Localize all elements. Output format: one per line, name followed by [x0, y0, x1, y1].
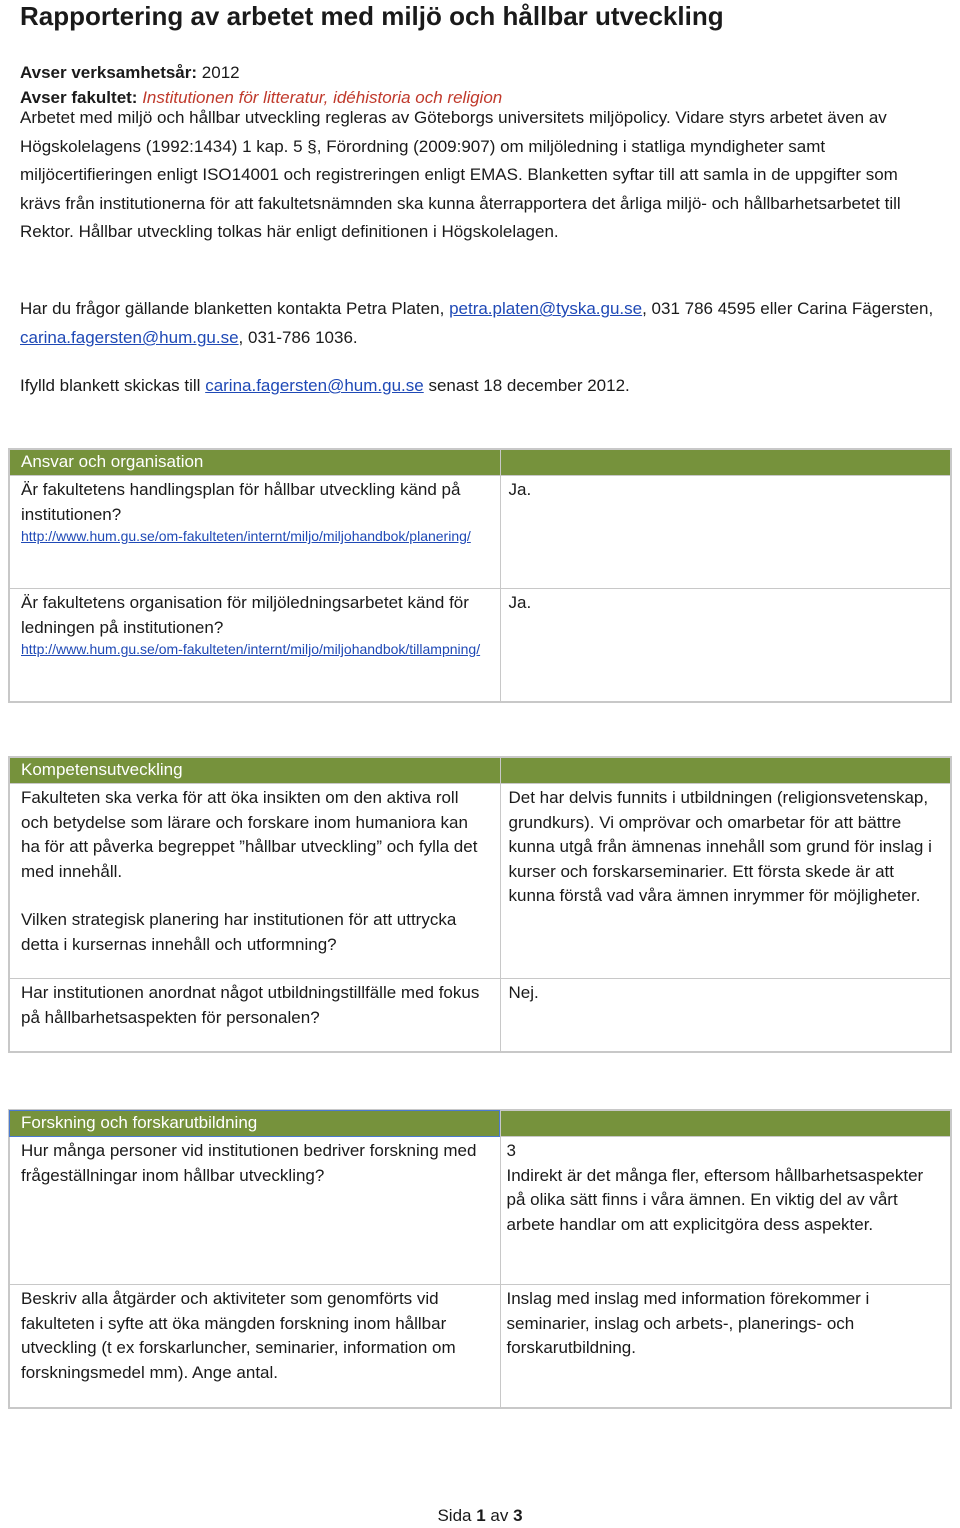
- table-header-row: [9, 1110, 951, 1137]
- question-text: Är fakultetens handlingsplan för hållbar utveckling känd på institutionen?: [21, 480, 461, 524]
- year-label: Avser verksamhetsår:: [20, 63, 198, 82]
- section-heading: Ansvar och organisation: [9, 449, 500, 476]
- answer-text: Indirekt är det många fler, eftersom hållbarhetsaspekter på olika sätt finns i våra ämnen. En viktig del av vårt arbete handlar om att explicitgöra dess aspekter.: [506, 1165, 924, 1234]
- email-link-petra[interactable]: petra.platen@tyska.gu.se: [449, 299, 643, 318]
- year-row: [20, 60, 502, 85]
- table-header-row: [9, 449, 951, 476]
- sendto-paragraph: [20, 371, 630, 400]
- handbook-link-planering[interactable]: http://www.hum.gu.se/om-fakulteten/internt/miljo/miljohandbok/planering/: [21, 528, 471, 544]
- page-number: [0, 1506, 960, 1526]
- year-value: 2012: [201, 63, 240, 82]
- contact-text-1: Har du frågor gällande blanketten kontakta Petra Platen,: [20, 299, 450, 318]
- table-row: [9, 589, 951, 703]
- answer-cell: [500, 784, 951, 979]
- contact-text-2: , 031 786 4595 eller Carina Fägersten,: [642, 299, 934, 318]
- table-forskning: [8, 1109, 952, 1409]
- answer-text: Ja.: [508, 593, 532, 612]
- question-cell: [9, 979, 500, 1053]
- email-link-sendto[interactable]: carina.fagersten@hum.gu.se: [205, 376, 424, 395]
- section-heading-blank: [500, 757, 951, 784]
- contact-paragraph: [20, 294, 935, 352]
- intro-paragraph: [20, 104, 935, 247]
- table-row: [9, 979, 951, 1053]
- answer-text: Inslag med inslag med information förekommer i seminarier, inslag och arbets-, planerings- och forskarutbildning.: [506, 1289, 870, 1357]
- question-text: Har institutionen anordnat något utbildningstillfälle med fokus på hållbarhetsaspekten för personalen?: [21, 983, 480, 1027]
- email-link-carina[interactable]: carina.fagersten@hum.gu.se: [20, 328, 239, 347]
- section-heading: Kompetensutveckling: [9, 757, 500, 784]
- question-text-b: Vilken strategisk planering har institutionen för att uttrycka detta i kursernas innehåll och utformning?: [21, 910, 457, 954]
- page-middle: av: [485, 1506, 514, 1525]
- page-total: 3: [513, 1506, 523, 1525]
- faculty-value: Institutionen för litteratur, idéhistoria och religion: [142, 88, 503, 107]
- table-row: [9, 476, 951, 589]
- table-row: [9, 1137, 951, 1285]
- question-text: Hur många personer vid institutionen bedriver forskning med frågeställningar inom hållbar utveckling?: [21, 1141, 477, 1185]
- page-prefix: Sida: [437, 1506, 477, 1525]
- meta-block: [20, 60, 502, 110]
- intro-text: Arbetet med miljö och hållbar utveckling regleras av Göteborgs universitets miljöpolicy. Vidare styrs arbetet även av Högskolelagens (1992:1434) 1 kap. 5 §, Förordning (2009:907) om miljöledning i statliga myndigheter samt miljöcertifieringen enligt ISO14001 och registreringen enligt EMAS. Blanketten syftar till att samla in de uppgifter som krävs från institutionerna för att fakultetsnämnden ska kunna återrapportera det årliga miljö- och hållbarhetsarbetet till Rektor. Hållbar utveckling tolkas här enligt definitionen i Högskolelagen.: [20, 108, 901, 241]
- answer-cell: [500, 589, 951, 703]
- table-ansvar-organisation: [8, 448, 952, 703]
- table-row: [9, 1285, 951, 1409]
- page-title: Rapportering av arbetet med miljö och hållbar utveckling: [20, 1, 724, 31]
- faculty-label: Avser fakultet:: [20, 88, 138, 107]
- answer-text: Det har delvis funnits i utbildningen (religionsvetenskap, grundkurs). Vi omprövar och omarbetar för att bättre kunna utgå från ämnenas innehåll som grund för inslag i kurser och forskarseminarier. Ett första skede är att kunna förstå vad våra ämnen inrymmer för möjligheter.: [508, 788, 932, 905]
- answer-text: Ja.: [508, 480, 532, 499]
- question-cell: [9, 589, 500, 703]
- answer-number: 3: [506, 1141, 516, 1160]
- answer-cell: [500, 1285, 951, 1409]
- question-cell: [9, 784, 500, 979]
- section-heading-blank: [500, 449, 951, 476]
- table-header-row: [9, 757, 951, 784]
- sendto-text-2: senast 18 december 2012.: [423, 376, 630, 395]
- page-current: 1: [476, 1506, 486, 1525]
- sendto-text-1: Ifylld blankett skickas till: [20, 376, 206, 395]
- answer-text: Nej.: [508, 983, 539, 1002]
- handbook-link-tillampning[interactable]: http://www.hum.gu.se/om-fakulteten/internt/miljo/miljohandbok/tillampning/: [21, 641, 481, 657]
- answer-cell: [500, 979, 951, 1053]
- table-kompetensutveckling: [8, 756, 952, 1053]
- question-cell: [9, 1137, 500, 1285]
- question-cell: [9, 1285, 500, 1409]
- question-text: Är fakultetens organisation för miljöledningsarbetet känd för ledningen på institutionen?: [21, 593, 469, 637]
- answer-cell: [500, 1137, 951, 1285]
- question-cell: [9, 476, 500, 589]
- answer-cell: [500, 476, 951, 589]
- question-text: Fakulteten ska verka för att öka insikten om den aktiva roll och betydelse som lärare och forskare inom humaniora kan ha för att påverka begreppet ”hållbar utveckling” och fylla det med innehåll.: [21, 788, 478, 881]
- section-heading: Forskning och forskarutbildning: [9, 1110, 500, 1137]
- table-row: [9, 784, 951, 979]
- contact-text-3: , 031-786 1036.: [238, 328, 358, 347]
- question-text: Beskriv alla åtgärder och aktiviteter som genomförts vid fakulteten i syfte att öka mängden forskning inom hållbar utveckling (t ex forskarluncher, seminarier, information om forskningsmedel mm). Ange antal.: [21, 1289, 456, 1382]
- section-heading-blank: [500, 1110, 951, 1137]
